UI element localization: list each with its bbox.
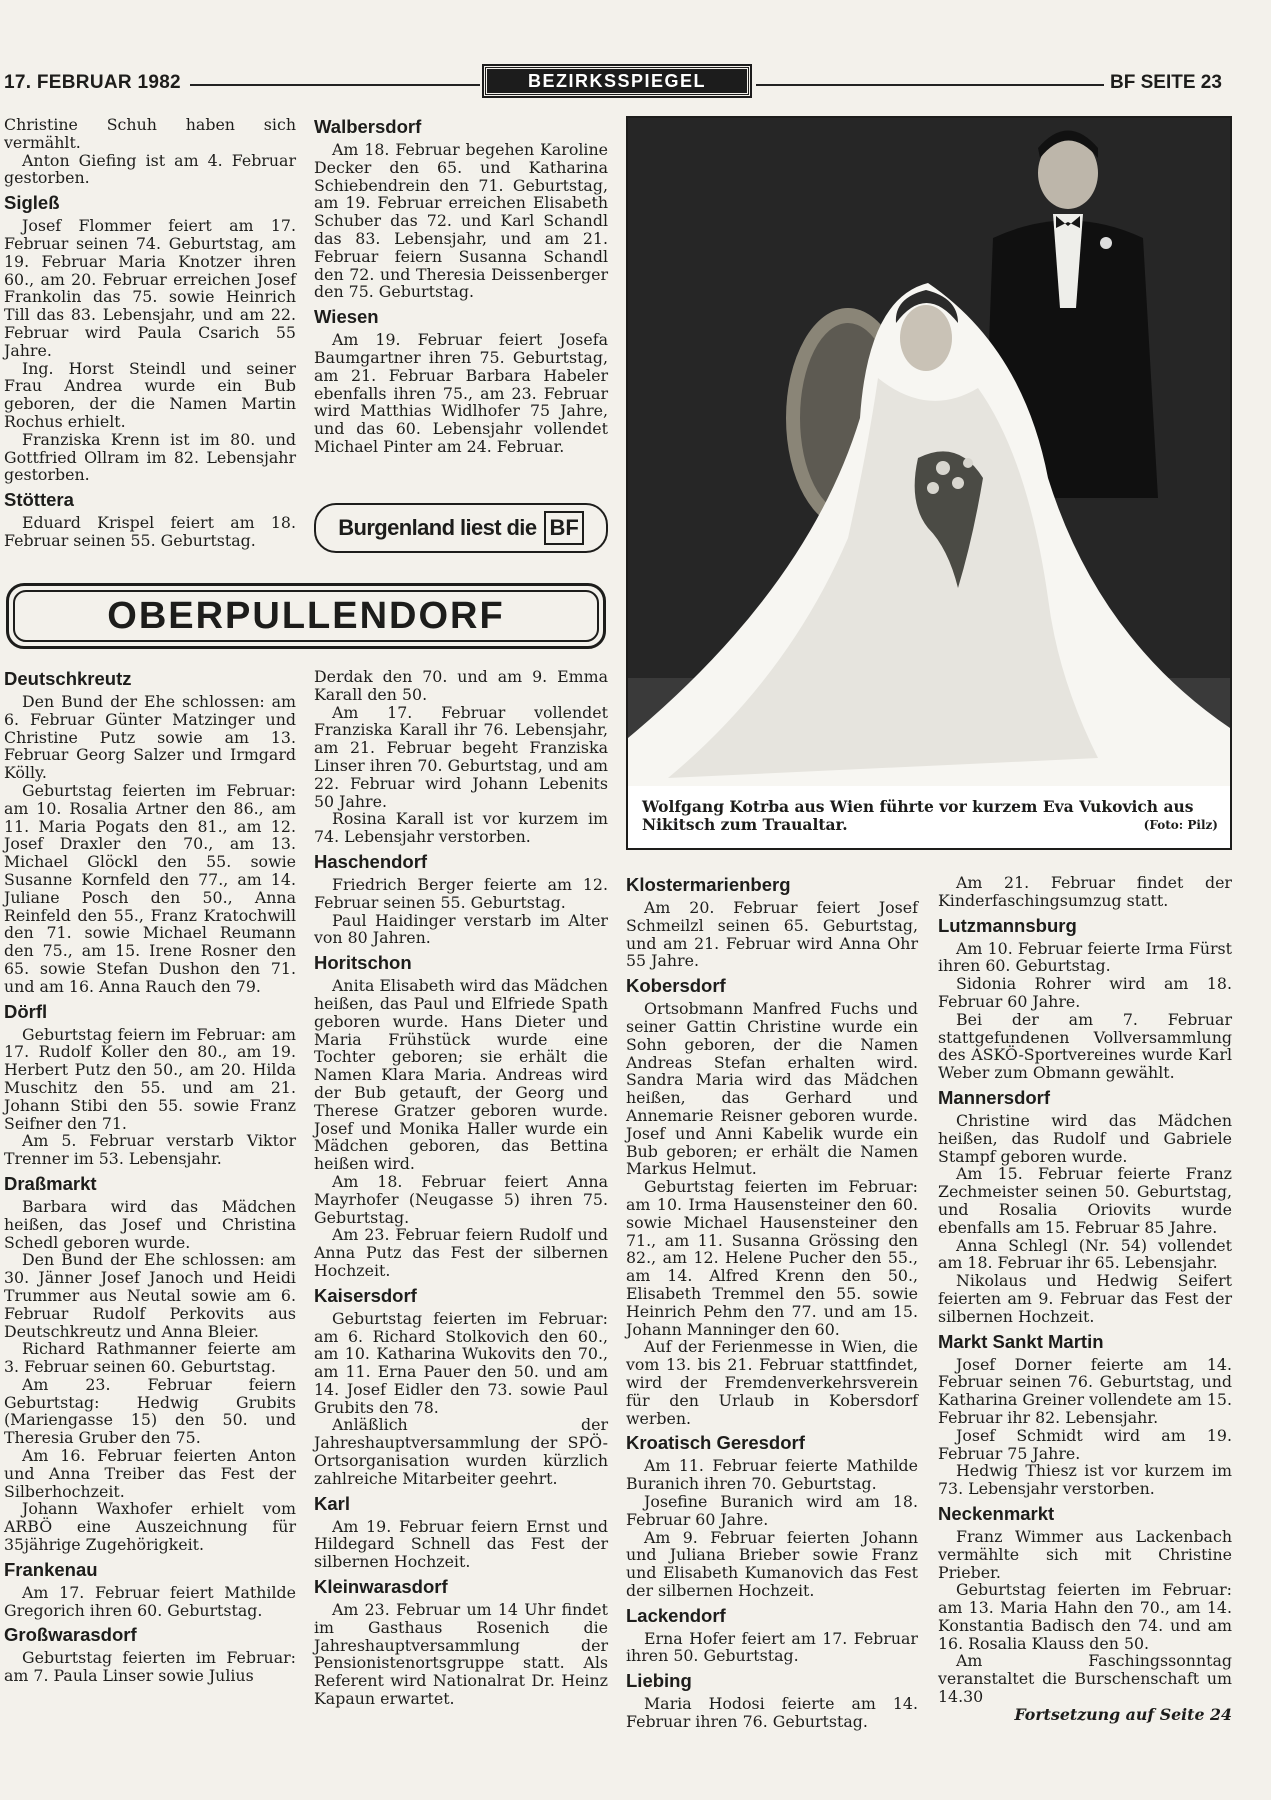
district-column-2 — [314, 668, 608, 1708]
paragraph: Josefine Buranich wird am 18. Februar 60 Jahre. — [626, 1491, 918, 1529]
paragraph: Am 19. Februar feiert Josefa Baumgartner ihren 75. Geburtstag, am 21. Februar Barbara Habeler ebenfalls ihren 75., am 23. Februar wird Matthias Widlhofer 75 Jahre, und das 60. Lebensjahr vollendet Michael Pinter am 24. Februar. — [314, 330, 608, 456]
paragraph: Am 18. Februar feiert Anna Mayrhofer (Neugasse 5) ihren 75. Geburtstag. — [314, 1171, 608, 1227]
paragraph: Josef Flommer feiert am 17. Februar seinen 74. Geburtstag, am 19. Februar Maria Knotzer ihren 60., am 20. Februar erreichen Josef Frankolin das 75. sowie Heinrich Till das 83. Lebensjahr, und am 22. Februar wird Paula Csarich 55 Jahre. — [4, 216, 296, 360]
paragraph: Erna Hofer feiert am 17. Februar ihren 50. Geburtstag. — [626, 1628, 918, 1666]
place-heading: Horitschon — [314, 952, 412, 974]
photo-credit: (Foto: Pilz) — [1143, 818, 1218, 832]
paragraph: Am 19. Februar feiern Ernst und Hildegard Schnell das Fest der silbernen Hochzeit. — [314, 1516, 608, 1572]
paragraph: Geburtstag feiern im Februar: am 17. Rudolf Koller den 80., am 19. Herbert Putz den 50., am 20. Hilda Muschitz den 55. und am 21. Johann Stibi den 55. sowie Franz Seifner den 71. — [4, 1024, 296, 1133]
paragraph: Eduard Krispel feiert am 18. Februar seinen 55. Geburtstag. — [4, 513, 296, 550]
paragraph: Maria Hodosi feierte am 14. Februar ihren 76. Geburtstag. — [626, 1694, 918, 1732]
paragraph: Ortsobmann Manfred Fuchs und seiner Gattin Christine wurde ein Sohn geboren, der die Namen Andreas Stefan erhalten wird. Sandra Maria wird das Mädchen heißen, das Gerhard und Annemarie Reisner geboren wurde. Josef und Anni Kabelik wurde ein Bub geboren; er erhält die Namen Markus Helmut. — [626, 999, 918, 1179]
paragraph: Anna Schlegl (Nr. 54) vollendet am 18. Februar ihr 65. Lebensjahr. — [938, 1235, 1232, 1273]
paragraph: Am 23. Februar feiern Rudolf und Anna Putz das Fest der silbernen Hochzeit. — [314, 1225, 608, 1280]
header-rule-right — [756, 84, 1104, 86]
page-number: BF SEITE 23 — [1110, 72, 1222, 93]
place-heading: Deutschkreutz — [4, 668, 132, 689]
district-column-1 — [4, 668, 296, 1685]
bf-logo: BF — [544, 511, 583, 545]
section-title: BEZIRKSSPIEGEL — [484, 66, 750, 96]
paragraph: Am 17. Februar feiert Mathilde Gregorich ihren 60. Geburtstag. — [4, 1582, 296, 1620]
place-heading: Sigleß — [4, 192, 60, 214]
paragraph: Am 5. Februar verstarb Viktor Trenner im 53. Lebensjahr. — [4, 1131, 296, 1169]
paragraph: Am Faschingssonntag veranstaltet die Burschenschaft um 14.30 — [938, 1651, 1232, 1707]
paragraph: Geburtstag feierten im Februar: am 7. Paula Linser sowie Julius — [4, 1648, 296, 1686]
paragraph: Franz Wimmer aus Lackenbach vermählte sich mit Christine Prieber. — [938, 1526, 1232, 1582]
place-heading: Mannersdorf — [938, 1086, 1051, 1108]
paragraph: Nikolaus und Hedwig Seifert feierten am 9. Februar das Fest der silbernen Hochzeit. — [938, 1271, 1232, 1326]
paragraph: Den Bund der Ehe schlossen: am 6. Februar Günter Matzinger und Christine Putz sowie am 13. Februar Georg Salzer und Irmgard Kölly. — [4, 692, 296, 783]
district-banner — [6, 583, 606, 649]
place-heading: Großwarasdorf — [4, 1624, 137, 1646]
paragraph: Geburtstag feierten im Februar: am 6. Richard Stolkovich den 60., am 10. Katharina Wukovits den 70., am 11. Erna Pauer den 50. und am 14. Josef Eidler den 73. sowie Paul Grubits den 78. — [314, 1308, 608, 1417]
paragraph: Geburtstag feierten im Februar: am 10. Rosalia Artner den 86., am 11. Maria Pogats den 81., am 12. Josef Draxler den 70., am 13. Michael Glöckl den 55. sowie Susanne Kornfeld den 77., am 14. Juliane Posch den 50., Anna Reinfeld den 55., Franz Kratochwill den 71. sowie Michael Reumann den 75., am 15. Irene Rosner den 65. sowie Stefan Dushon den 71. und am 16. Anna Rauch den 79. — [4, 780, 296, 996]
paragraph: Johann Waxhofer erhielt vom ARBÖ eine Auszeichnung für 35jährige Zugehörigkeit. — [4, 1499, 296, 1555]
paragraph: Rosina Karall ist vor kurzem im 74. Lebensjahr verstorben. — [314, 809, 608, 847]
paragraph: Am 16. Februar feierten Anton und Anna Treiber das Fest der Silberhochzeit. — [4, 1446, 296, 1501]
paragraph: Anton Giefing ist am 4. Februar gestorben. — [4, 150, 296, 188]
paragraph: Paul Haidinger verstarb im Alter von 80 Jahren. — [314, 910, 608, 948]
continuation-note: Fortsetzung auf Seite 24 — [1014, 1704, 1232, 1724]
paragraph: Am 9. Februar feierten Johann und Juliana Brieber sowie Franz und Elisabeth Kumanovich das Fest der silbernen Hochzeit. — [626, 1527, 918, 1600]
caption-text: Wolfgang Kotrba aus Wien führte vor kurzem Eva Vukovich aus Nikitsch zum Traualtar. — [642, 797, 1194, 834]
column-1 — [4, 116, 296, 550]
paragraph: Am 23. Februar feiern Geburtstag: Hedwig Grubits (Mariengasse 15) den 50. und Theresia Gruber den 75. — [4, 1374, 296, 1448]
district-title: OBERPULLENDORF — [13, 590, 599, 642]
header-rule-left — [190, 84, 480, 86]
page-header — [0, 66, 1240, 96]
place-heading: Kleinwarasdorf — [314, 1576, 448, 1598]
paragraph: Derdak den 70. und am 9. Emma Karall den 50. — [314, 667, 608, 704]
place-heading: Karl — [314, 1492, 350, 1514]
paragraph: Am 20. Februar feiert Josef Schmeilzl seinen 65. Geburtstag, und am 21. Februar wird Anna Ohr 55 Jahre. — [626, 898, 918, 971]
paragraph: Am 21. Februar findet der Kinderfaschingsumzug statt. — [938, 873, 1232, 910]
paragraph: Anläßlich der Jahreshauptversammlung der SPÖ-Ortsorganisation wurden kürzlich zahlreiche Mitarbeiter geehrt. — [314, 1415, 608, 1488]
district-column-3 — [626, 874, 918, 1731]
place-heading: Draßmarkt — [4, 1172, 97, 1194]
place-heading: Walbersdorf — [314, 116, 422, 137]
paragraph: Am 15. Februar feierte Franz Zechmeister seinen 50. Geburtstag, und Rosalia Oriovits wurde ebenfalls am 15. Februar 85 Jahre. — [938, 1164, 1232, 1237]
paragraph: Christine wird das Mädchen heißen, das Rudolf und Gabriele Stampf geboren wurde. — [938, 1110, 1232, 1166]
paragraph: Sidonia Rohrer wird am 18. Februar 60 Jahre. — [938, 974, 1232, 1011]
place-heading: Wiesen — [314, 306, 379, 328]
issue-date: 17. FEBRUAR 1982 — [4, 72, 181, 93]
place-heading: Kroatisch Geresdorf — [626, 1432, 805, 1454]
photo-caption — [642, 798, 1218, 834]
place-heading: Kaisersdorf — [314, 1284, 417, 1306]
promo-box — [314, 503, 608, 553]
wedding-photo — [626, 116, 1232, 850]
paragraph: Christine Schuh haben sich vermählt. — [4, 115, 296, 152]
paragraph: Am 17. Februar vollendet Franziska Karall ihr 76. Lebensjahr, am 21. Februar begeht Franziska Linser ihren 70. Geburtstag, und am 22. Februar wird Johann Lebenits 50 Jahre. — [314, 702, 608, 811]
paragraph: Bei der am 7. Februar stattgefundenen Vollversammlung des ASKÖ-Sportvereines wurde Karl Weber zum Obmann gewählt. — [938, 1009, 1232, 1083]
place-heading: Klostermarienberg — [626, 874, 791, 895]
place-heading: Stöttera — [4, 489, 74, 511]
paragraph: Am 18. Februar begehen Karoline Decker den 65. und Katharina Schiebendrein den 71. Geburtstag, am 19. Februar erreichen Elisabeth Schuber das 72. und Karl Schandl das 83. Lebensjahr, und am 21. Februar feiern Susanna Schandl den 72. und Theresia Deissenberger den 75. Geburtstag. — [314, 140, 608, 302]
paragraph: Richard Rathmanner feierte am 3. Februar seinen 60. Geburtstag. — [4, 1339, 296, 1377]
paragraph: Friedrich Berger feierte am 12. Februar seinen 55. Geburtstag. — [314, 874, 608, 912]
place-heading: Haschendorf — [314, 850, 428, 872]
place-heading: Dörfl — [4, 1000, 48, 1022]
paragraph: Am 23. Februar um 14 Uhr findet im Gasthaus Rosenich die Jahreshauptversammlung der Pensionistenortsgruppe statt. Als Referent wird Nationalrat Dr. Heinz Kapaun erwartet. — [314, 1600, 608, 1709]
paragraph: Den Bund der Ehe schlossen: am 30. Jänner Josef Janoch und Heidi Trummer aus Neutal sowie am 6. Februar Rudolf Perkovits aus Deutschkreutz und Anna Bleier. — [4, 1250, 296, 1341]
paragraph: Am 10. Februar feierte Irma Fürst ihren 60. Geburtstag. — [938, 938, 1232, 976]
paragraph: Anita Elisabeth wird das Mädchen heißen, das Paul und Elfriede Spath geboren wurde. Hans Dieter und Maria Frühstück wurde eine Tochter geboren; sie erhält die Namen Klara Maria. Andreas wird der Bub getauft, der Georg und Therese Gratzer geboren wurde. Josef und Monika Haller wurde ein Mädchen geboren, das Bettina heißen wird. — [314, 976, 608, 1174]
place-heading: Kobersdorf — [626, 975, 726, 997]
place-heading: Neckenmarkt — [938, 1502, 1055, 1524]
paragraph: Auf der Ferienmesse in Wien, die vom 13. bis 21. Februar stattfindet, wird der Fremdenverkehrsverein für den Urlaub in Kobersdorf werben. — [626, 1337, 918, 1428]
promo-text: Burgenland liest die — [338, 515, 537, 540]
column-2 — [314, 116, 608, 456]
district-column-4 — [938, 874, 1232, 1724]
place-heading: Lutzmannsburg — [938, 914, 1077, 936]
paragraph: Geburtstag feierten im Februar: am 10. Irma Hausensteiner den 60. sowie Michael Hausensteiner den 71., am 11. Susanna Grössing den 82., am 12. Helene Pucher den 55., am 14. Alfred Krenn den 50., Elisabeth Tremmel den 55. sowie Heinrich Pehm den 77. und am 15. Johann Manninger den 60. — [626, 1177, 918, 1339]
paragraph: Am 11. Februar feierte Mathilde Buranich ihren 70. Geburtstag. — [626, 1456, 918, 1494]
paragraph: Geburtstag feierten im Februar: am 13. Maria Hahn den 70., am 14. Konstantia Badisch den 74. und am 16. Rosalia Klauss den 50. — [938, 1580, 1232, 1653]
paragraph: Ing. Horst Steindl und seiner Frau Andrea wurde ein Bub geboren, der die Namen Martin Rochus erhielt. — [4, 358, 296, 431]
paragraph: Hedwig Thiesz ist vor kurzem im 73. Lebensjahr verstorben. — [938, 1461, 1232, 1499]
place-heading: Liebing — [626, 1670, 692, 1692]
paragraph: Josef Schmidt wird am 19. Februar 75 Jahre. — [938, 1425, 1232, 1463]
paragraph: Barbara wird das Mädchen heißen, das Josef und Christina Schedl geboren wurde. — [4, 1196, 296, 1252]
place-heading: Frankenau — [4, 1558, 98, 1580]
place-heading: Markt Sankt Martin — [938, 1330, 1104, 1352]
paragraph: Franziska Krenn ist im 80. und Gottfried Ollram im 82. Lebensjahr gestorben. — [4, 429, 296, 485]
wedding-photo-image — [628, 118, 1230, 786]
place-heading: Lackendorf — [626, 1604, 726, 1626]
paragraph: Josef Dorner feierte am 14. Februar seinen 76. Geburtstag, und Katharina Greiner vollendete am 15. Februar ihr 82. Lebensjahr. — [938, 1354, 1232, 1427]
